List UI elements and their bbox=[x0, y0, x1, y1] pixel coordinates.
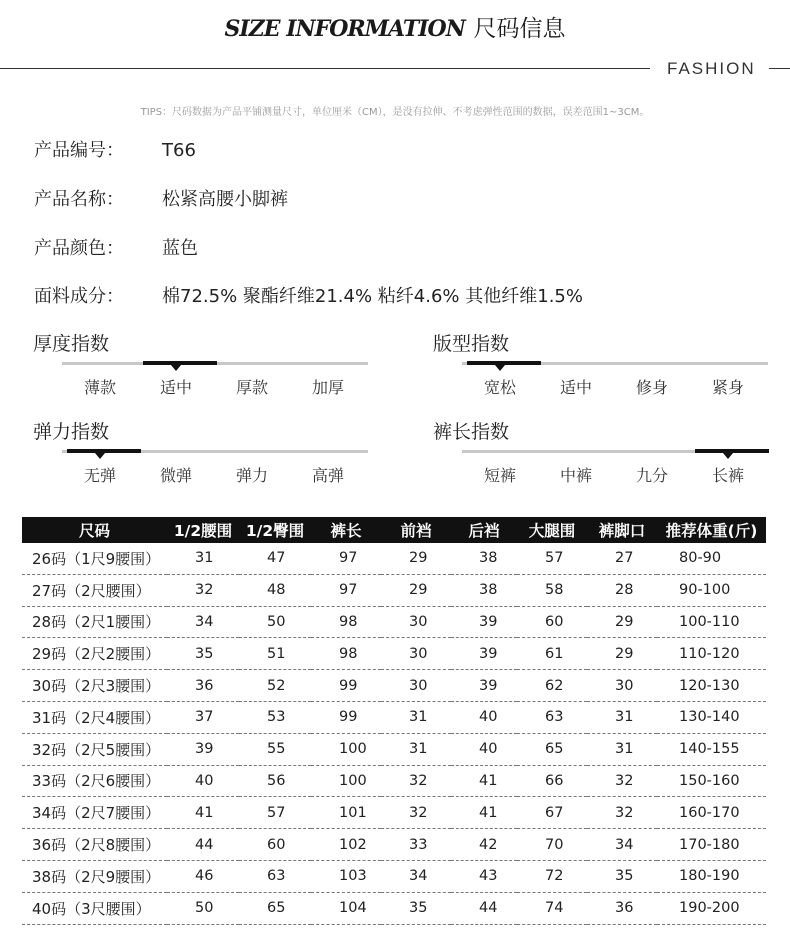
table-cell: 50 bbox=[167, 892, 239, 924]
table-cell: 37 bbox=[167, 701, 239, 733]
table-cell: 72 bbox=[517, 860, 587, 892]
size-cell: 30码（2尺3腰围） bbox=[22, 670, 167, 702]
header-length: 裤长 bbox=[311, 517, 381, 543]
header-size: 尺码 bbox=[22, 517, 167, 543]
table-cell: 31 bbox=[587, 733, 657, 765]
table-cell: 34 bbox=[381, 860, 451, 892]
table-cell: 32 bbox=[381, 765, 451, 797]
table-row bbox=[22, 829, 766, 861]
table-cell: 100-110 bbox=[657, 606, 766, 638]
table-cell: 38 bbox=[451, 574, 517, 606]
table-cell: 32 bbox=[381, 797, 451, 829]
table-cell: 41 bbox=[167, 797, 239, 829]
table-row bbox=[22, 543, 766, 574]
size-cell: 32码（2尺5腰围） bbox=[22, 733, 167, 765]
table-cell: 31 bbox=[587, 701, 657, 733]
table-cell: 40 bbox=[451, 701, 517, 733]
product-color-value: 蓝色 bbox=[162, 238, 198, 259]
table-row bbox=[22, 638, 766, 670]
header-divider-left bbox=[0, 68, 650, 69]
table-cell: 65 bbox=[239, 892, 311, 924]
table-cell: 74 bbox=[517, 892, 587, 924]
size-cell: 38码（2尺9腰围） bbox=[22, 860, 167, 892]
table-cell: 41 bbox=[451, 765, 517, 797]
table-cell: 30 bbox=[381, 670, 451, 702]
scale-option: 加厚 bbox=[311, 378, 344, 397]
table-cell: 48 bbox=[239, 574, 311, 606]
table-cell: 29 bbox=[381, 543, 451, 574]
header-thigh: 大腿围 bbox=[517, 517, 587, 543]
table-row bbox=[22, 574, 766, 606]
selected-pointer-icon bbox=[723, 453, 733, 459]
scale-option: 高弹 bbox=[311, 466, 344, 485]
table-cell: 27 bbox=[587, 543, 657, 574]
table-row bbox=[22, 797, 766, 829]
table-cell: 55 bbox=[239, 733, 311, 765]
table-cell: 28 bbox=[587, 574, 657, 606]
table-cell: 36 bbox=[587, 892, 657, 924]
title-chinese: 尺码信息 bbox=[473, 16, 566, 42]
size-table-body bbox=[22, 543, 766, 924]
product-code-label: 产品编号： bbox=[34, 140, 124, 161]
table-cell: 47 bbox=[239, 543, 311, 574]
table-cell: 32 bbox=[587, 797, 657, 829]
table-cell: 130-140 bbox=[657, 701, 766, 733]
header-back-rise: 后裆 bbox=[451, 517, 517, 543]
table-cell: 42 bbox=[451, 829, 517, 861]
table-cell: 35 bbox=[381, 892, 451, 924]
table-cell: 98 bbox=[311, 606, 381, 638]
size-cell: 27码（2尺腰围） bbox=[22, 574, 167, 606]
scale-option: 宽松 bbox=[483, 378, 516, 397]
table-cell: 34 bbox=[587, 829, 657, 861]
table-cell: 62 bbox=[517, 670, 587, 702]
table-cell: 110-120 bbox=[657, 638, 766, 670]
table-cell: 90-100 bbox=[657, 574, 766, 606]
fabric-row bbox=[34, 282, 583, 308]
table-cell: 60 bbox=[239, 829, 311, 861]
scale-option: 长裤 bbox=[711, 466, 744, 485]
scale-option: 微弹 bbox=[159, 466, 192, 485]
fabric-value: 棉72.5% 聚酯纤维21.4% 粘纤4.6% 其他纤维1.5% bbox=[162, 286, 583, 307]
page-title bbox=[0, 10, 790, 43]
table-cell: 56 bbox=[239, 765, 311, 797]
table-cell: 44 bbox=[451, 892, 517, 924]
table-cell: 30 bbox=[381, 606, 451, 638]
table-cell: 40 bbox=[167, 765, 239, 797]
scale-option: 紧身 bbox=[711, 378, 744, 397]
table-cell: 35 bbox=[587, 860, 657, 892]
table-cell: 30 bbox=[587, 670, 657, 702]
table-cell: 102 bbox=[311, 829, 381, 861]
fabric-label: 面料成分： bbox=[34, 286, 124, 307]
table-cell: 52 bbox=[239, 670, 311, 702]
fit-scale bbox=[462, 362, 768, 412]
scale-option: 修身 bbox=[635, 378, 668, 397]
table-cell: 97 bbox=[311, 543, 381, 574]
scale-option: 九分 bbox=[635, 466, 668, 485]
header-half-waist: 1/2腰围 bbox=[167, 517, 239, 543]
table-cell: 30 bbox=[381, 638, 451, 670]
product-color-label: 产品颜色： bbox=[34, 238, 124, 259]
table-cell: 65 bbox=[517, 733, 587, 765]
scale-option: 短裤 bbox=[483, 466, 516, 485]
size-cell: 40码（3尺腰围） bbox=[22, 892, 167, 924]
table-cell: 80-90 bbox=[657, 543, 766, 574]
table-cell: 101 bbox=[311, 797, 381, 829]
product-code-value: T66 bbox=[162, 140, 196, 161]
table-cell: 160-170 bbox=[657, 797, 766, 829]
table-cell: 43 bbox=[451, 860, 517, 892]
thickness-title: 厚度指数 bbox=[33, 333, 110, 355]
scale-option: 中裤 bbox=[559, 466, 592, 485]
table-row bbox=[22, 733, 766, 765]
table-cell: 41 bbox=[451, 797, 517, 829]
table-row bbox=[22, 670, 766, 702]
size-cell: 33码（2尺6腰围） bbox=[22, 765, 167, 797]
scale-option: 适中 bbox=[159, 378, 192, 397]
product-color-row bbox=[34, 234, 198, 260]
table-cell: 36 bbox=[167, 670, 239, 702]
scale-option: 厚款 bbox=[235, 378, 268, 397]
table-cell: 50 bbox=[239, 606, 311, 638]
table-cell: 63 bbox=[517, 701, 587, 733]
size-table bbox=[22, 517, 766, 925]
table-cell: 31 bbox=[381, 733, 451, 765]
table-cell: 44 bbox=[167, 829, 239, 861]
thickness-scale bbox=[62, 362, 368, 412]
size-cell: 26码（1尺9腰围） bbox=[22, 543, 167, 574]
table-cell: 31 bbox=[167, 543, 239, 574]
table-cell: 100 bbox=[311, 733, 381, 765]
table-cell: 40 bbox=[451, 733, 517, 765]
table-cell: 34 bbox=[167, 606, 239, 638]
table-cell: 67 bbox=[517, 797, 587, 829]
product-code-row bbox=[34, 136, 196, 162]
table-cell: 97 bbox=[311, 574, 381, 606]
scale-option: 薄款 bbox=[83, 378, 116, 397]
table-cell: 99 bbox=[311, 670, 381, 702]
table-cell: 46 bbox=[167, 860, 239, 892]
size-cell: 29码（2尺2腰围） bbox=[22, 638, 167, 670]
header-front-rise: 前裆 bbox=[381, 517, 451, 543]
table-row bbox=[22, 765, 766, 797]
scale-option: 无弹 bbox=[83, 466, 116, 485]
table-cell: 103 bbox=[311, 860, 381, 892]
table-cell: 53 bbox=[239, 701, 311, 733]
table-row bbox=[22, 892, 766, 924]
length-scale bbox=[462, 450, 768, 500]
table-row bbox=[22, 701, 766, 733]
table-cell: 29 bbox=[587, 606, 657, 638]
table-cell: 66 bbox=[517, 765, 587, 797]
table-cell: 32 bbox=[167, 574, 239, 606]
product-name-row bbox=[34, 185, 288, 211]
table-cell: 60 bbox=[517, 606, 587, 638]
table-cell: 39 bbox=[167, 733, 239, 765]
header-half-hip: 1/2臀围 bbox=[239, 517, 311, 543]
tips-text: TIPS：尺码数据为产品平铺测量尺寸，单位厘米（CM），是没有拉伸、不考虑弹性范围的数据，误差范围1~3CM。 bbox=[140, 107, 650, 118]
table-row bbox=[22, 606, 766, 638]
table-header-row bbox=[22, 517, 766, 543]
table-cell: 99 bbox=[311, 701, 381, 733]
header-leg-opening: 裤脚口 bbox=[587, 517, 657, 543]
table-cell: 120-130 bbox=[657, 670, 766, 702]
size-cell: 34码（2尺7腰围） bbox=[22, 797, 167, 829]
selected-pointer-icon bbox=[495, 365, 505, 371]
table-cell: 57 bbox=[239, 797, 311, 829]
table-cell: 32 bbox=[587, 765, 657, 797]
table-cell: 29 bbox=[587, 638, 657, 670]
table-cell: 100 bbox=[311, 765, 381, 797]
elasticity-scale bbox=[62, 450, 368, 500]
table-cell: 31 bbox=[381, 701, 451, 733]
table-cell: 180-190 bbox=[657, 860, 766, 892]
table-cell: 63 bbox=[239, 860, 311, 892]
table-cell: 61 bbox=[517, 638, 587, 670]
table-cell: 33 bbox=[381, 829, 451, 861]
product-name-value: 松紧高腰小脚裤 bbox=[162, 189, 288, 210]
table-cell: 39 bbox=[451, 606, 517, 638]
table-cell: 51 bbox=[239, 638, 311, 670]
table-cell: 57 bbox=[517, 543, 587, 574]
selected-pointer-icon bbox=[95, 453, 105, 459]
table-cell: 98 bbox=[311, 638, 381, 670]
table-cell: 39 bbox=[451, 670, 517, 702]
table-cell: 38 bbox=[451, 543, 517, 574]
table-cell: 104 bbox=[311, 892, 381, 924]
table-cell: 190-200 bbox=[657, 892, 766, 924]
table-cell: 150-160 bbox=[657, 765, 766, 797]
fashion-label: FASHION bbox=[667, 59, 756, 78]
size-cell: 31码（2尺4腰围） bbox=[22, 701, 167, 733]
size-cell: 28码（2尺1腰围） bbox=[22, 606, 167, 638]
scale-option: 适中 bbox=[559, 378, 592, 397]
table-cell: 39 bbox=[451, 638, 517, 670]
selected-pointer-icon bbox=[171, 365, 181, 371]
table-row bbox=[22, 860, 766, 892]
elasticity-title: 弹力指数 bbox=[33, 421, 110, 443]
fit-title: 版型指数 bbox=[433, 333, 510, 355]
size-cell: 36码（2尺8腰围） bbox=[22, 829, 167, 861]
header-divider-right bbox=[769, 68, 790, 69]
header-weight: 推荐体重(斤) bbox=[657, 517, 766, 543]
table-cell: 70 bbox=[517, 829, 587, 861]
table-cell: 35 bbox=[167, 638, 239, 670]
table-cell: 170-180 bbox=[657, 829, 766, 861]
title-english: SIZE INFORMATION bbox=[224, 16, 465, 42]
product-name-label: 产品名称： bbox=[34, 189, 124, 210]
table-cell: 58 bbox=[517, 574, 587, 606]
scale-option: 弹力 bbox=[235, 466, 268, 485]
table-cell: 140-155 bbox=[657, 733, 766, 765]
length-title: 裤长指数 bbox=[433, 421, 510, 443]
table-cell: 29 bbox=[381, 574, 451, 606]
